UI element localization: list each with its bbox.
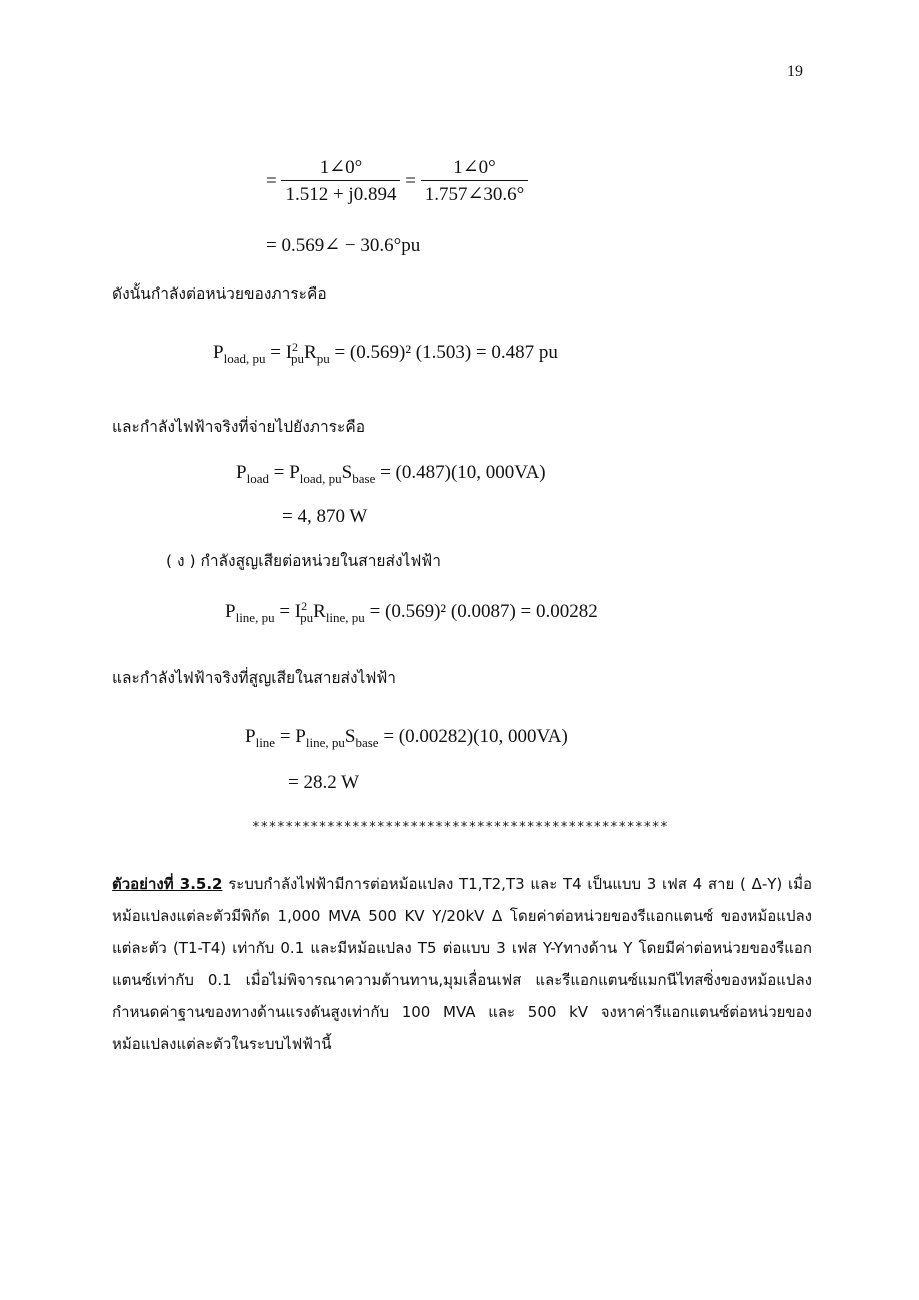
equation-load-power: $P_{load} = P_{load, pu}S_{base} = (0.487)(10$, 000VA) [236, 462, 546, 486]
equation-load-power-pu: $P_{load, pu} = I^2_{pu}R_{pu} = (0.569)^2$ (1.503) = 0.487 pu [213, 340, 558, 366]
text-real-line-loss-intro: และกำลังไฟฟ้าจริงที่สูญเสียในสายส่งไฟฟ้า [112, 669, 397, 687]
example-label: ตัวอย่างที่ 3.5.2 [112, 875, 223, 893]
text-line-loss-heading: ( ง ) กำลังสูญเสียต่อหน่วยในสายส่งไฟฟ้า [166, 552, 441, 570]
text-real-load-power-intro: และกำลังไฟฟ้าจริงที่จ่ายไปยังภาระคือ [112, 418, 366, 436]
section-separator: ************************************************** [252, 820, 669, 835]
equation-line-loss: $P_{line} = P_{line, pu}S_{base} = (0.00282)(10$, 000VA) [245, 726, 568, 750]
example-paragraph [112, 868, 812, 1060]
page-number: 19 [787, 63, 803, 80]
example-body: ระบบกำลังไฟฟ้ามีการต่อหม้อแปลง T1,T2,T3 และ T4 เป็นแบบ 3 เฟส 4 สาย ( Δ-Y) เมื่อหม้อแปลงแต่ละตัวมีพิกัด 1,000 MVA 500 KV Y/20kV Δ โดยค่าต่อหน่วยของรีแอกแตนซ์ ของหม้อแปลงแต่ละตัว (T1-T4) เท่ากับ 0.1 และมีหม้อแปลง T5 ต่อแบบ 3 เฟส Y-Yทางด้าน Y โดยมีค่าต่อหน่วยของรีแอกแตนซ์เท่ากับ 0.1 เมื่อไม่พิจารณาความต้านทาน,มุมเลื่อนเฟส และรีแอกแตนซ์แมกนีไทสซิ่งของหม้อแปลง กำหนดค่าฐานของทางด้านแรงดันสูงเท่ากับ 100 MVA และ 500 kV จงหาค่ารีแอกแตนซ์ต่อหน่วยของหม้อแปลงแต่ละตัวในระบบไฟฟ้านี้ [112, 875, 812, 1053]
equation-current-fraction: = $\frac{1\angle 0^\circ}{1.512 + j0.894}$ = $\frac{1\angle 0^\circ}{1.757\angle 30.6^\circ}$ [266, 158, 528, 204]
equation-line-loss-result: = 28.2 W [288, 772, 360, 793]
fraction-2: $\frac{1\angle 0^\circ}{1.757\angle 30.6^\circ}$ [421, 158, 529, 204]
fraction-1: $\frac{1\angle 0^\circ}{1.512 + j0.894}$ [281, 158, 400, 204]
equation-line-loss-pu: $P_{line, pu} = I^2_{pu}R_{line, pu} = (0.569)^2$ (0.0087) = 0.00282 [225, 599, 598, 625]
text-load-power-intro: ดังนั้นกำลังต่อหน่วยของภาระคือ [112, 285, 327, 303]
equation-load-power-result: = 4, 870 W [282, 506, 368, 527]
equation-current-result: = 0.569∠ − 30.6°pu [266, 235, 421, 256]
